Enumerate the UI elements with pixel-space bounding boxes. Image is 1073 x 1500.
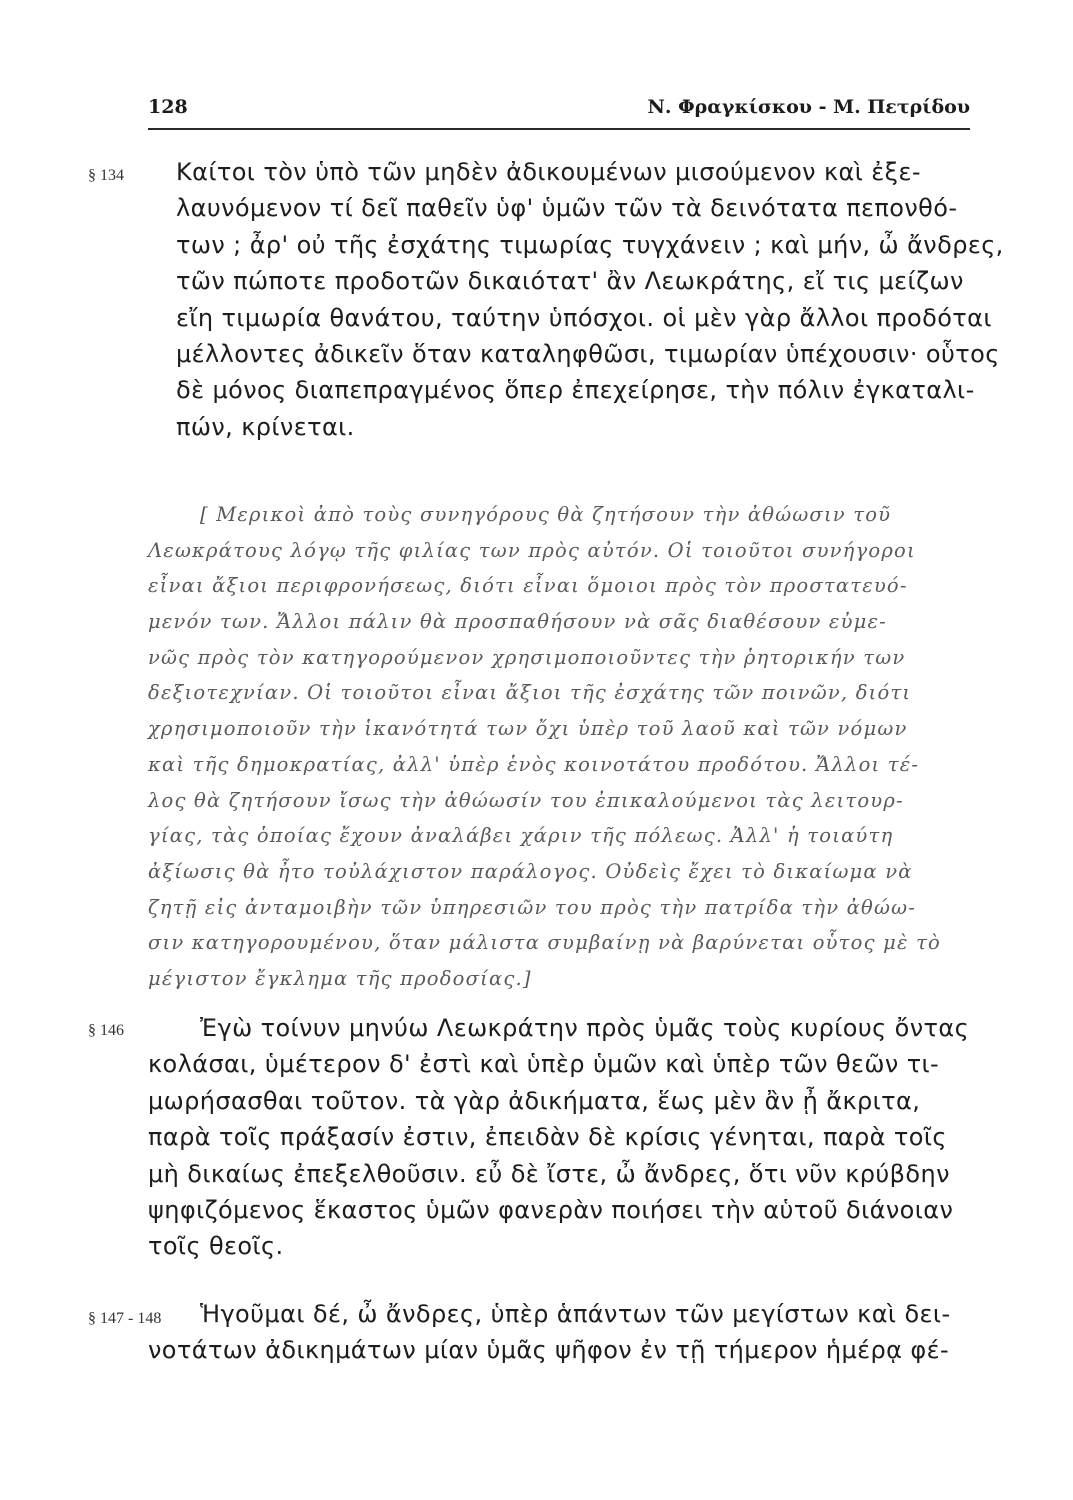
text-line: Ἐγὼ τοίνυν μηνύω Λεωκράτην πρὸς ὑμᾶς τοὺς κυρίους ὄντας [200, 1014, 970, 1042]
text-line: Ἡγοῦμαι δέ, ὦ ἄνδρες, ὑπὲρ ἁπάντων τῶν μεγίστων καὶ δει- [200, 1300, 951, 1328]
commentary-line: νῶς πρὸς τὸν κατηγορούμενον χρησιμοποιοῦντες τὴν ῥητορικήν των [148, 645, 906, 669]
header-rule [148, 128, 970, 130]
text-line: μωρήσασθαι τοῦτον. τὰ γὰρ ἀδικήματα, ἕως μὲν ἂν ᾖ ἄκριτα, [148, 1086, 921, 1115]
commentary-line: λος θὰ ζητήσουν ἴσως τὴν ἀθώωσίν του ἐπικαλούμενοι τὰς λειτουρ- [148, 788, 904, 812]
section-146-text [148, 1010, 969, 1265]
commentary-line: γίας, τὰς ὁποίας ἔχουν ἀναλάβει χάριν τῆς πόλεως. Ἀλλ' ἡ τοιαύτη [148, 824, 894, 848]
text-line: κολάσαι, ὑμέτερον δ' ἐστὶ καὶ ὑπὲρ ὑμῶν καὶ ὑπὲρ τῶν θεῶν τι- [148, 1050, 940, 1079]
commentary-line: μενόν των. Ἄλλοι πάλιν θὰ προσπαθήσουν νὰ σᾶς διαθέσουν εὐμε- [148, 610, 887, 634]
section-147-148-text [148, 1296, 951, 1369]
text-line: λαυνόμενον τί δεῖ παθεῖν ὑφ' ὑμῶν τῶν τὰ δεινότατα πεπονθό- [176, 194, 958, 223]
text-line: εἴη τιμωρία θανάτου, ταύτην ὑπόσχοι. οἱ μὲν γὰρ ἄλλοι προδόται [176, 303, 992, 332]
commentary-line: σιν κατηγορουμένου, ὅταν μάλιστα συμβαίνῃ νὰ βαρύνεται οὗτος μὲ τὸ [148, 931, 941, 955]
text-line: μὴ δικαίως ἐπεξελθοῦσιν. εὖ δὲ ἴστε, ὦ ἄνδρες, ὅτι νῦν κρύβδην [148, 1159, 950, 1188]
running-head: Ν. Φραγκίσκου - Μ. Πετρίδου [647, 96, 970, 118]
text-line: μέλλοντες ἀδικεῖν ὅταν καταληφθῶσι, τιμωρίαν ὑπέχουσιν· οὗτος [176, 339, 1000, 368]
commentary-line: [ Μερικοὶ ἀπὸ τοὺς συνηγόρους θὰ ζητήσουν τὴν ἀθώωσιν τοῦ [200, 503, 892, 526]
commentary-line: ζητῇ εἰς ἀνταμοιβὴν τῶν ὑπηρεσιῶν του πρὸς τὴν πατρίδα τὴν ἀθώω- [148, 895, 916, 919]
commentary-block [148, 497, 941, 997]
text-line: τῶν πώποτε προδοτῶν δικαιότατ' ἂν Λεωκράτης, εἴ τις μείζων [176, 267, 964, 296]
section-label-146: § 146 [88, 1022, 124, 1039]
page-number: 128 [148, 96, 188, 118]
text-line: δὲ μόνος διαπεπραγμένος ὅπερ ἐπεχείρησε, τὴν πόλιν ἐγκαταλι- [176, 376, 975, 405]
text-line: παρὰ τοῖς πράξασίν ἐστιν, ἐπειδὰν δὲ κρίσις γένηται, παρὰ τοῖς [148, 1123, 947, 1152]
section-label-147-148: § 147 - 148 [88, 1310, 162, 1327]
page-header [148, 96, 970, 126]
commentary-line: εἶναι ἄξιοι περιφρονήσεως, διότι εἶναι ὅμοιοι πρὸς τὸν προστατευό- [148, 574, 908, 598]
commentary-line: χρησιμοποιοῦν τὴν ἱκανότητά των ὄχι ὑπὲρ τοῦ λαοῦ καὶ τῶν νόμων [148, 717, 908, 741]
text-line: των ; ἆρ' οὐ τῆς ἐσχάτης τιμωρίας τυγχάνειν ; καὶ μήν, ὦ ἄνδρες, [176, 230, 1004, 259]
text-line: ψηφιζόμενος ἕκαστος ὑμῶν φανερὰν ποιήσει τὴν αὑτοῦ διάνοιαν [148, 1195, 954, 1224]
text-line: τοῖς θεοῖς. [148, 1232, 284, 1261]
commentary-line: δεξιοτεχνίαν. Οἱ τοιοῦτοι εἶναι ἄξιοι τῆς ἐσχάτης τῶν ποινῶν, διότι [148, 681, 912, 705]
section-label-134: § 134 [88, 167, 124, 184]
section-134-text [176, 154, 1004, 445]
commentary-line: μέγιστον ἔγκλημα τῆς προδοσίας.] [148, 966, 532, 990]
text-line: Καίτοι τὸν ὑπὸ τῶν μηδὲν ἀδικουμένων μισούμενον καὶ ἐξε- [176, 158, 921, 186]
commentary-line: καὶ τῆς δημοκρατίας, ἀλλ' ὑπὲρ ἑνὸς κοινοτάτου προδότου. Ἄλλοι τέ- [148, 752, 920, 776]
commentary-line: Λεωκράτους λόγῳ τῆς φιλίας των πρὸς αὐτόν. Οἱ τοιοῦτοι συνήγοροι [148, 538, 916, 562]
commentary-line: ἀξίωσις θὰ ἦτο τοὐλάχιστον παράλογος. Οὐδεὶς ἔχει τὸ δικαίωμα νὰ [148, 859, 913, 883]
text-line: πών, κρίνεται. [176, 412, 355, 441]
text-line: νοτάτων ἀδικημάτων μίαν ὑμᾶς ψῆφον ἐν τῇ τήμερον ἡμέρᾳ φέ- [148, 1336, 950, 1365]
